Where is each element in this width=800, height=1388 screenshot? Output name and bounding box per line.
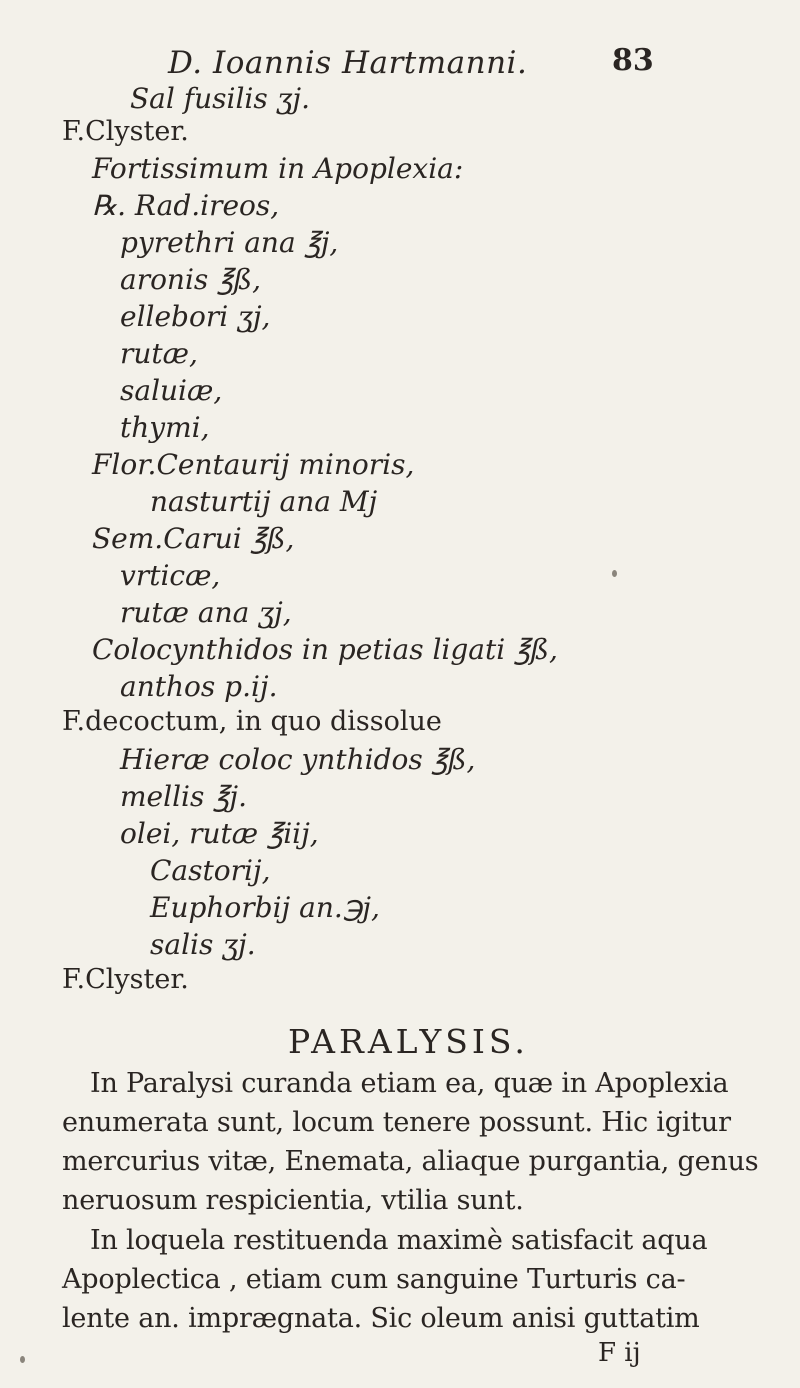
recipe-line: Castorij,	[150, 854, 271, 887]
recipe-line: Colocynthidos in petias ligati ℥ß,	[92, 633, 558, 666]
paragraph-line: neruosum respicientia, vtilia sunt.	[62, 1185, 524, 1216]
recipe-line: mellis ℥j.	[120, 780, 248, 813]
recipe-line: Sal fusilis ʒj.	[130, 82, 311, 115]
paper-speck	[20, 1356, 25, 1363]
recipe-line: aronis ℥ß,	[120, 263, 261, 296]
recipe-line: Fortissimum in Apoplexia:	[92, 152, 464, 185]
section-title: PARALYSIS.	[288, 1022, 529, 1061]
recipe-line: saluiæ,	[120, 374, 223, 407]
paragraph-line: In Paralysi curanda etiam ea, quæ in Apoplexia	[90, 1068, 729, 1099]
recipe-line: salis ʒj.	[150, 928, 256, 961]
paragraph-line: Apoplectica , etiam cum sanguine Turturis ca-	[62, 1264, 686, 1295]
recipe-line: F.Clyster.	[62, 116, 189, 147]
recipe-line: pyrethri ana ℥j,	[120, 226, 339, 259]
recipe-line: thymi,	[120, 411, 210, 444]
recipe-line: ℞. Rad.ireos,	[92, 189, 280, 222]
recipe-line: anthos p.ij.	[120, 670, 278, 703]
recipe-line: nasturtij ana Mj	[150, 485, 378, 518]
recipe-line: Hieræ coloc ynthidos ℥ß,	[120, 743, 476, 776]
page-number: 83	[612, 43, 654, 78]
recipe-line: rutæ ana ʒj,	[120, 596, 292, 629]
recipe-line: vrticæ,	[120, 559, 221, 592]
recipe-line: Euphorbij an.℈j,	[150, 891, 380, 924]
signature-mark: F ij	[598, 1338, 641, 1368]
paragraph-line: lente an. imprægnata. Sic oleum anisi guttatim	[62, 1303, 700, 1334]
paragraph-line: enumerata sunt, locum tenere possunt. Hic igitur	[62, 1107, 731, 1138]
paragraph-line: mercurius vitæ, Enemata, aliaque purgantia, genus	[62, 1146, 759, 1177]
recipe-line: rutæ,	[120, 337, 198, 370]
recipe-line: F.decoctum, in quo dissolue	[62, 706, 442, 737]
paragraph-line: In loquela restituenda maximè satisfacit aqua	[90, 1225, 708, 1256]
running-title: D. Ioannis Hartmanni.	[168, 45, 528, 81]
recipe-line: Flor.Centaurij minoris,	[92, 448, 415, 481]
paper-speck	[612, 570, 617, 577]
recipe-line: F.Clyster.	[62, 964, 189, 995]
recipe-line: Sem.Carui ℥ß,	[92, 522, 295, 555]
recipe-line: ellebori ʒj,	[120, 300, 271, 333]
recipe-line: olei, rutæ ℥iij,	[120, 817, 319, 850]
